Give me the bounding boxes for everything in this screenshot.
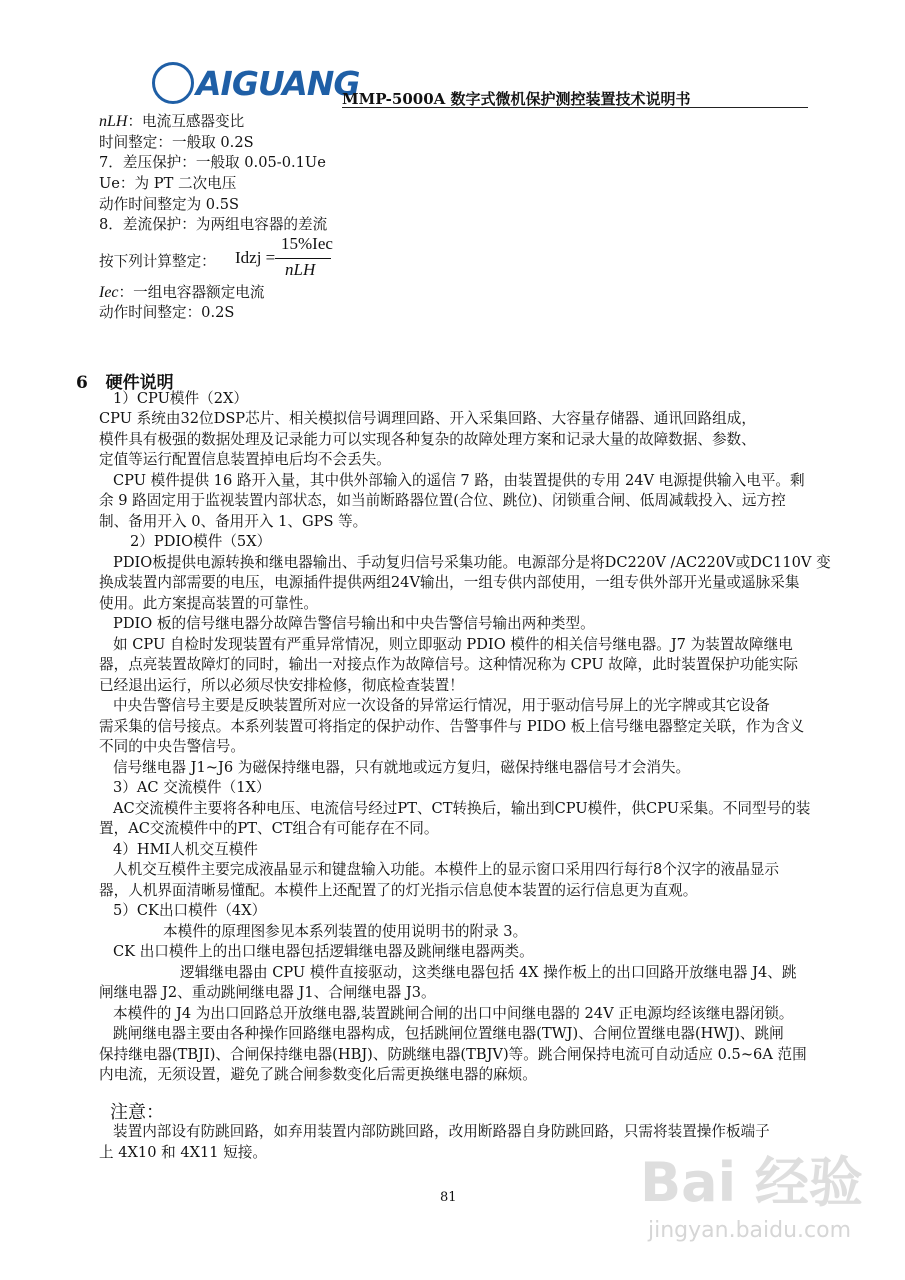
note-line: 上 4X10 和 4X11 短接。 [99, 1144, 268, 1161]
text-line: 定值等运行配置信息装置掉电后均不会丢失。 [99, 451, 391, 468]
subsection-heading: 2）PDIO模件（5X） [130, 533, 272, 550]
header-rule [342, 107, 808, 108]
text-line: 保持继电器(TBJI)、合闸保持继电器(HBJ)、防跳继电器(TBJV)等。跳合闸保持电流可自动适应 0.5~6A 范围 [99, 1046, 807, 1063]
fraction-bar [275, 258, 331, 259]
text-line: 7．差压保护：一般取 0.05-0.1Ue [99, 154, 326, 171]
text-line: 动作时间整定：0.2S [99, 304, 235, 321]
text-line: Ue：为 PT 二次电压 [99, 175, 237, 192]
text-line: 使用。此方案提高装置的可靠性。 [99, 595, 318, 612]
watermark-main: Bai 经验 [640, 1151, 863, 1214]
document-title: MMP-5000A 数字式微机保护测控装置技术说明书 [342, 90, 691, 108]
text-line: 需采集的信号接点。本系列装置可将指定的保护动作、告警事件与 PIDO 板上信号继电器整定关联，作为含义 [99, 718, 805, 735]
watermark-url: jingyan.baidu.com [648, 1218, 852, 1243]
text-line: PDIO板提供电源转换和继电器输出、手动复归信号采集功能。电源部分是将DC220V /AC220V或DC110V 变 [113, 554, 831, 571]
text-line: 逻辑继电器由 CPU 模件直接驱动，这类继电器包括 4X 操作板上的出口回路开放继电器 J4、跳 [180, 964, 797, 981]
text-line: 信号继电器 J1~J6 为磁保持继电器，只有就地或远方复归，磁保持继电器信号才会消失。 [113, 759, 691, 776]
text-line: 制、备用开入 0、备用开入 1、GPS 等。 [99, 513, 368, 530]
text-line: 人机交互模件主要完成液晶显示和键盘输入功能。本模件上的显示窗口采用四行每行8个汉字的液晶显示 [113, 861, 780, 878]
text-line: nLH：电流互感器变比 [99, 113, 245, 130]
text-line: 中央告警信号主要是反映装置所对应一次设备的异常运行情况，用于驱动信号屏上的光字牌或其它设备 [113, 697, 770, 714]
text-line: 已经退出运行，所以必须尽快安排检修，彻底检查装置！ [99, 677, 464, 694]
text-line: AC交流模件主要将各种电压、电流信号经过PT、CT转换后，输出到CPU模件，供CPU采集。不同型号的装 [113, 800, 811, 817]
page-number: 81 [440, 1190, 457, 1205]
company-logo [152, 62, 360, 108]
text-line: PDIO 板的信号继电器分故障告警信号输出和中央告警信号输出两种类型。 [113, 615, 595, 632]
logo-text: AIGUANG [196, 64, 360, 103]
text-line: 动作时间整定为 0.5S [99, 196, 240, 213]
formula-denominator: nLH [285, 260, 316, 279]
subsection-heading: 5）CK出口模件（4X） [113, 902, 267, 919]
text-line: Iec：一组电容器额定电流 [99, 284, 265, 301]
formula-lhs: Idzj = [235, 248, 276, 267]
section-heading: 6 硬件说明 [76, 373, 174, 393]
text-line: 换成装置内部需要的电压，电源插件提供两组24V输出，一组专供内部使用，一组专供外部开光量或遥脉采集 [99, 574, 800, 591]
text-line: 8．差流保护：为两组电容器的差流 [99, 216, 328, 233]
text-line: 闸继电器 J2、重动跳闸继电器 J1、合闸继电器 J3。 [99, 984, 436, 1001]
text-line: 器，点亮装置故障灯的同时，输出一对接点作为故障信号。这种情况称为 CPU 故障，此时装置保护功能实际 [99, 656, 799, 673]
text-line: 置，AC交流模件中的PT、CT组合有可能存在不同。 [99, 820, 439, 837]
text-line: CPU 模件提供 16 路开入量，其中供外部输入的遥信 7 路，由装置提供的专用 24V 电源提供输入电平。剩 [113, 472, 805, 489]
formula-numerator: 15%Iec [281, 234, 333, 253]
text-line: 跳闸继电器主要由各种操作回路继电器构成，包括跳闸位置继电器(TWJ)、合闸位置继电器(HWJ)、跳闸 [113, 1025, 784, 1042]
subsection-heading: 4）HMI人机交互模件 [113, 841, 258, 858]
note-heading: 注意： [110, 1102, 164, 1123]
text-line: 本模件的 J4 为出口回路总开放继电器,装置跳闸合闸的出口中间继电器的 24V 正电源均经该继电器闭锁。 [113, 1005, 794, 1022]
subsection-heading: 3）AC 交流模件（1X） [113, 779, 271, 796]
logo-emblem-icon [152, 62, 194, 104]
text-line: 模件具有极强的数据处理及记录能力可以实现各种复杂的故障处理方案和记录大量的故障数据、参数、 [99, 431, 756, 448]
text-line: 器，人机界面清晰易懂配。本模件上还配置了的灯光指示信息使本装置的运行信息更为直观。 [99, 882, 698, 899]
formula-label: 按下列计算整定： [99, 253, 216, 270]
note-line: 装置内部设有防跳回路，如弃用装置内部防跳回路，改用断路器自身防跳回路，只需将装置操作板端子 [113, 1123, 770, 1140]
text-line: 时间整定：一般取 0.2S [99, 134, 254, 151]
text-line: 内电流，无须设置，避免了跳合闸参数变化后需更换继电器的麻烦。 [99, 1066, 537, 1083]
subsection-heading: 1）CPU模件（2X） [113, 390, 248, 407]
text-line: 余 9 路固定用于监视装置内部状态，如当前断路器位置(合位、跳位)、闭锁重合闸、低周减载投入、远方控 [99, 492, 786, 509]
baidu-watermark [640, 1140, 890, 1260]
text-line: 本模件的原理图参见本系列装置的使用说明书的附录 3。 [163, 923, 528, 940]
text-line: 不同的中央告警信号。 [99, 738, 245, 755]
text-line: CK 出口模件上的出口继电器包括逻辑继电器及跳闸继电器两类。 [113, 943, 534, 960]
text-line: CPU 系统由32位DSP芯片、相关模拟信号调理回路、开入采集回路、大容量存储器、通讯回路组成， [99, 410, 756, 427]
text-line: 如 CPU 自检时发现装置有严重异常情况，则立即驱动 PDIO 模件的相关信号继电器。J7 为装置故障继电 [113, 636, 793, 653]
